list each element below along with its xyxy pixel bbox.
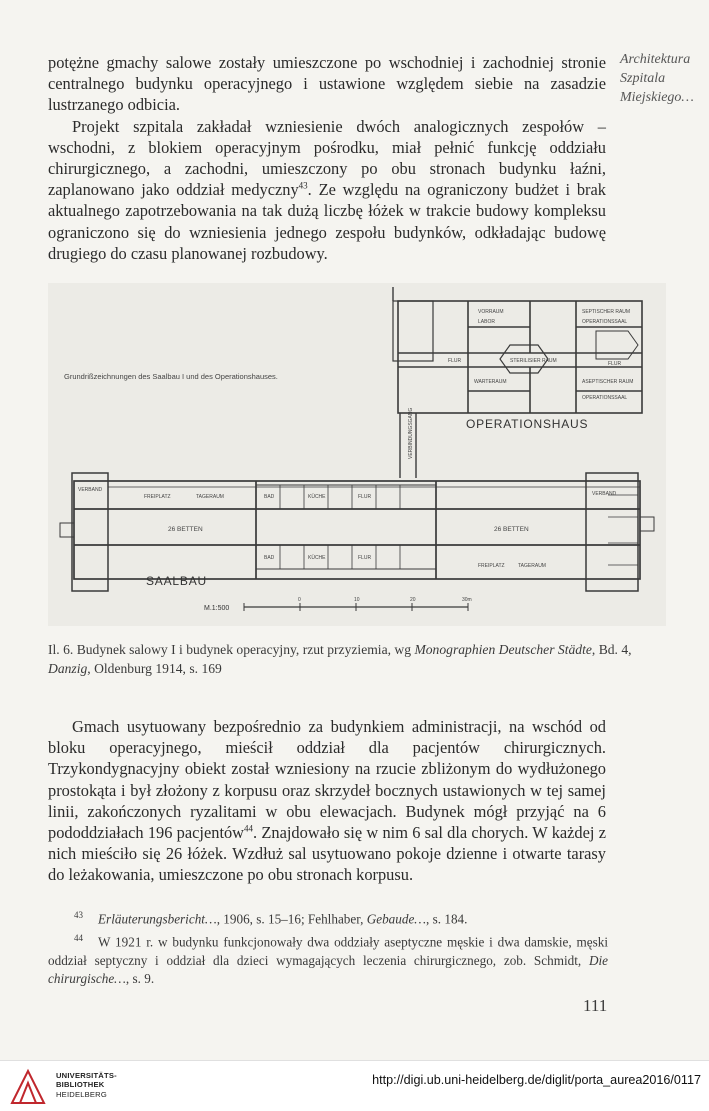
svg-text:STERILISIER RAUM: STERILISIER RAUM [510,358,557,364]
svg-text:TAGERAUM: TAGERAUM [518,563,546,569]
svg-text:M.1:500: M.1:500 [204,605,230,612]
svg-text:VORRAUM: VORRAUM [478,309,504,315]
page-number: 111 [583,996,608,1015]
paragraph-1 [48,52,606,264]
svg-text:KÜCHE: KÜCHE [308,555,326,561]
footnotes [48,906,608,989]
scale-bar [204,597,472,612]
source-url-link[interactable]: http://digi.ub.uni-heidelberg.de/diglit/porta_aurea2016/0117 [372,1073,701,1087]
svg-text:0: 0 [298,597,301,603]
svg-text:VERBAND: VERBAND [78,487,103,493]
svg-text:FLUR: FLUR [608,361,622,367]
heidelberg-library-logo-icon[interactable] [8,1067,48,1107]
beds-left-label: 26 BETTEN [168,526,203,533]
footnote-ref-43[interactable]: 43 [298,180,308,191]
svg-text:TAGERAUM: TAGERAUM [196,494,224,500]
svg-text:OPERATIONSSAAL: OPERATIONSSAAL [582,395,628,401]
svg-text:ASEPTISCHER RAUM: ASEPTISCHER RAUM [582,379,634,385]
margin-running-title: Architektura Szpitala Miejskiego… [620,52,694,105]
saalbau-label: SAALBAU [146,574,207,588]
footnote-44: 44 W 1921 r. w budynku funkcjonowały dwa oddziały aseptyczne męskie i dwa damskie, męski oddział septyczny i oddział dla dzieci wymagających leczenia chirurgicznego, zob. Schmidt, Die chirurgische…, s. 9. [48,932,608,987]
figure-caption: Il. 6. Budynek salowy I i budynek operacyjny, rzut przyziemia, wg Monographien Deutscher Städte, Bd. 4, Danzig, Oldenburg 1914, s. 169 [48,642,632,676]
library-name: UNIVERSITÄTS- BIBLIOTHEK HEIDELBERG [56,1071,117,1099]
paragraph-2: Projekt szpitala zakładał wzniesienie dwóch analogicznych zespołów – wschodni, z blokiem operacyjnym pośrodku, miał pełnić funkcję oddziału chirurgicznego, a zachodni, umieszczony po obu stronach budynku łaźni, zaplanowano jako oddział medyczny$^{43}$. Ze względu na ograniczony budżet i brak aktualnego zapotrzebowania na tak dużą liczbę łóżek w trakcie budowy kompleksu ograniczono się do wzniesienia jednego zespołu budynków, odkładając budowę drugiego do czasu planowanej rozbudowy. [48,116,606,263]
svg-text:LABOR: LABOR [478,319,495,325]
svg-text:OPERATIONSSAAL: OPERATIONSSAAL [582,319,628,325]
paragraph-3: Gmach usytuowany bezpośrednio za budynkiem administracji, na wschód od bloku operacyjnego, mieścił oddział dla pacjentów chirurgicznych. Trzykondygnacyjny obiekt został wzniesiony na rzucie zbliżonym do wydłużonego prostokąta i był złożony z korpusu oraz skrzydeł bocznych ustawionych w tej samej linii, zakończonych ryzalitami w obu elewacjach. Budynek mógł przyjąć na 6 pododdziałach 196 pacjentów$^{44}$. Znajdowało się w nim 6 sal dla chorych. W każdej z nich mieściło się 26 łóżek. Wzdłuż sal usytuowano pokoje dzienne i otwarte tarasy do leżakowania, umieszczone po obu stronach korpusu. [48,717,606,885]
svg-text:20: 20 [410,597,416,603]
svg-text:VERBAND: VERBAND [592,491,617,497]
floor-plan-figure [48,283,666,626]
svg-text:FREIPLATZ: FREIPLATZ [144,494,171,500]
svg-text:BAD: BAD [264,555,275,561]
svg-text:FLUR: FLUR [358,555,372,561]
paragraph-1-text: potężne gmachy salowe zostały umieszczone po wschodniej i zachodniej stronie centralnego budynku operacyjnego i ustawione względem siebie na zasadzie lustrzanego odbicia. [48,53,606,115]
footnote-ref-44[interactable]: 44 [244,823,254,834]
svg-text:KÜCHE: KÜCHE [308,494,326,500]
beds-right-label: 26 BETTEN [494,526,529,533]
svg-text:30m: 30m [462,597,472,603]
svg-text:10: 10 [354,597,360,603]
svg-text:WARTERAUM: WARTERAUM [474,379,507,385]
svg-text:FLUR: FLUR [448,358,462,364]
footnote-43: 43 Erläuterungsbericht…, 1906, s. 15–16; Fehlhaber, Gebaude…, s. 184. [74,910,468,927]
svg-text:SEPTISCHER RAUM: SEPTISCHER RAUM [582,309,631,315]
library-footer [0,1060,709,1111]
svg-text:FLUR: FLUR [358,494,372,500]
floor-plan-drawing [48,283,666,626]
svg-text:VERBINDUNGSGANG: VERBINDUNGSGANG [408,407,414,459]
plan-heading: Grundrißzeichnungen des Saalbau I und des Operationshauses. [64,372,278,381]
svg-text:BAD: BAD [264,494,275,500]
svg-text:FREIPLATZ: FREIPLATZ [478,563,505,569]
operationshaus-label: OPERATIONSHAUS [466,417,589,431]
